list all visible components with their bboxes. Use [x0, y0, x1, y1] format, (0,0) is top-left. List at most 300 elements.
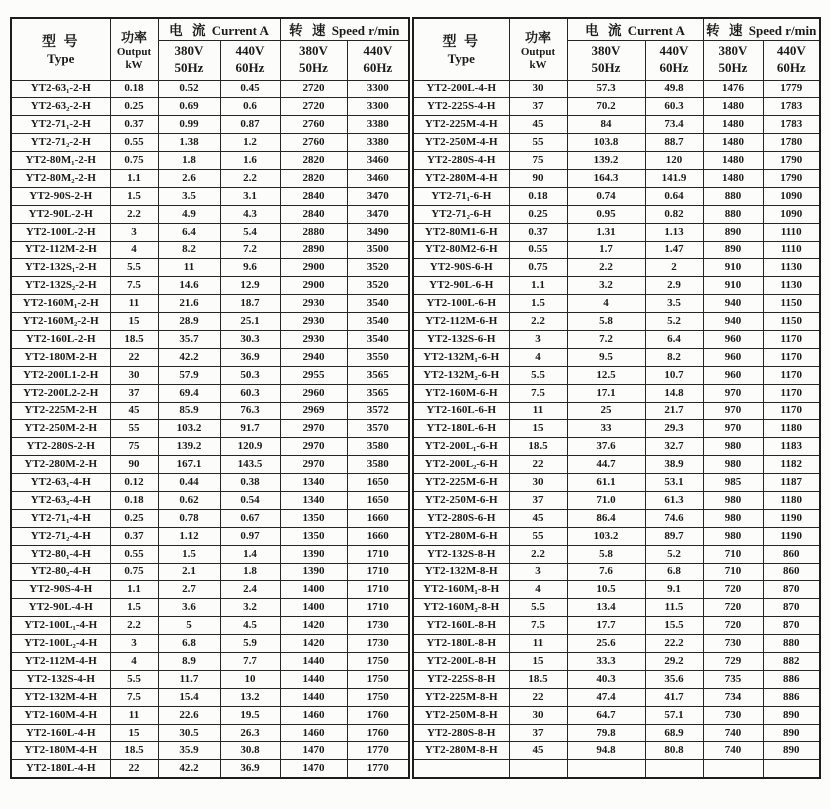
output-kw-cell: 18.5 — [509, 670, 567, 688]
speed-440v-cell: 1130 — [763, 277, 820, 295]
table-row — [413, 187, 820, 205]
table-row — [413, 742, 820, 760]
current-440v-cell: 2.4 — [220, 581, 280, 599]
model-type-cell: YT2-225M-6-H — [413, 474, 509, 492]
output-kw-cell: 30 — [509, 474, 567, 492]
current-380v-cell: 7.6 — [567, 563, 645, 581]
table-row — [11, 330, 409, 348]
model-type-cell: YT2-132M-8-H — [413, 563, 509, 581]
output-kw-cell: 30 — [509, 706, 567, 724]
motor-spec-table-right — [412, 17, 821, 779]
output-kw-cell: 0.25 — [110, 509, 158, 527]
current-380v-cell: 103.2 — [567, 527, 645, 545]
output-kw-cell: 0.75 — [110, 152, 158, 170]
model-type-cell: YT2-200L1-2-H — [11, 366, 110, 384]
current-380v-cell: 57.3 — [567, 80, 645, 98]
speed-380v-cell: 1420 — [280, 635, 347, 653]
speed-440v-cell: 3540 — [347, 295, 409, 313]
speed-380v-cell: 980 — [703, 438, 763, 456]
volt-440-label: 440V — [776, 43, 806, 59]
output-kw-cell: 37 — [509, 98, 567, 116]
volt-440-label: 440V — [235, 43, 265, 59]
current-440v-cell: 0.67 — [220, 509, 280, 527]
table-row — [11, 456, 409, 474]
speed-440v-cell: 3565 — [347, 384, 409, 402]
model-type-cell: YT2-180L-8-H — [413, 635, 509, 653]
current-440v-cell: 2 — [645, 259, 703, 277]
volt-380-label: 380V — [591, 43, 621, 59]
speed-380v-cell: 1400 — [280, 599, 347, 617]
speed-380v-cell: 2820 — [280, 169, 347, 187]
header-speed-380v — [703, 40, 763, 80]
table-row — [413, 366, 820, 384]
output-kw-cell: 22 — [509, 456, 567, 474]
output-kw-cell: 5.5 — [509, 599, 567, 617]
model-type-cell: YT2-180M-2-H — [11, 348, 110, 366]
speed-380v-cell: 720 — [703, 581, 763, 599]
volt-440-label: 440V — [659, 43, 689, 59]
speed-380v-cell: 1480 — [703, 152, 763, 170]
current-440v-cell: 53.1 — [645, 474, 703, 492]
output-kw-cell: 3 — [509, 563, 567, 581]
speed-380v-cell: 910 — [703, 259, 763, 277]
table-row — [11, 116, 409, 134]
speed-380v-cell: 2720 — [280, 98, 347, 116]
current-380v-cell: 44.7 — [567, 456, 645, 474]
model-type-cell: YT2-280S-2-H — [11, 438, 110, 456]
table-row — [413, 545, 820, 563]
model-type-cell: YT2-90L-4-H — [11, 599, 110, 617]
speed-380v-cell: 2840 — [280, 205, 347, 223]
model-type-cell: YT2-280M-6-H — [413, 527, 509, 545]
speed-440v-cell: 870 — [763, 599, 820, 617]
model-type-cell: YT2-63₂-2-H — [11, 98, 110, 116]
table-row — [413, 491, 820, 509]
current-380v-cell: 8.2 — [158, 241, 220, 259]
header-type — [413, 18, 509, 80]
speed-380v-cell: 880 — [703, 187, 763, 205]
table-row — [11, 563, 409, 581]
current-380v-cell: 85.9 — [158, 402, 220, 420]
current-380v-cell: 10.5 — [567, 581, 645, 599]
table-row — [413, 80, 820, 98]
table-row — [413, 456, 820, 474]
table-row — [11, 527, 409, 545]
current-380v-cell: 12.5 — [567, 366, 645, 384]
current-440v-cell: 41.7 — [645, 688, 703, 706]
model-type-cell: YT2-160L-2-H — [11, 330, 110, 348]
table-row — [11, 169, 409, 187]
current-440v-cell: 1.2 — [220, 134, 280, 152]
table-row — [11, 670, 409, 688]
model-type-cell: YT2-280M-4-H — [413, 169, 509, 187]
speed-440v-cell: 3580 — [347, 438, 409, 456]
header-current-440v — [645, 40, 703, 80]
speed-440v-cell: 1170 — [763, 330, 820, 348]
model-type-cell: YT2-80₂-4-H — [11, 563, 110, 581]
model-type-cell: YT2-112M-4-H — [11, 653, 110, 671]
current-380v-cell: 139.2 — [158, 438, 220, 456]
speed-440v-cell: 1710 — [347, 599, 409, 617]
speed-440v-cell: 1710 — [347, 563, 409, 581]
speed-440v-cell: 3300 — [347, 98, 409, 116]
speed-380v-cell — [703, 760, 763, 778]
output-kw-cell: 0.12 — [110, 474, 158, 492]
model-type-cell: YT2-160L-4-H — [11, 724, 110, 742]
speed-440v-cell: 1150 — [763, 313, 820, 331]
table-row — [11, 420, 409, 438]
table-row — [11, 635, 409, 653]
output-kw-cell: 5.5 — [110, 259, 158, 277]
current-440v-cell: 36.9 — [220, 348, 280, 366]
current-380v-cell: 0.95 — [567, 205, 645, 223]
speed-380v-cell: 740 — [703, 742, 763, 760]
output-kw-cell — [509, 760, 567, 778]
table-header-right — [413, 18, 820, 80]
current-380v-cell: 33 — [567, 420, 645, 438]
table-row — [11, 724, 409, 742]
current-380v-cell: 3.6 — [158, 599, 220, 617]
output-kw-cell: 45 — [509, 116, 567, 134]
table-row — [413, 402, 820, 420]
speed-380v-cell: 710 — [703, 545, 763, 563]
speed-380v-cell: 980 — [703, 456, 763, 474]
current-440v-cell: 89.7 — [645, 527, 703, 545]
table-row — [11, 295, 409, 313]
header-power — [110, 18, 158, 80]
volt-380-label: 380V — [718, 43, 748, 59]
output-kw-cell: 5.5 — [110, 670, 158, 688]
speed-380v-cell: 890 — [703, 223, 763, 241]
output-kw-cell: 7.5 — [110, 277, 158, 295]
table-row — [413, 617, 820, 635]
speed-440v-cell: 3550 — [347, 348, 409, 366]
table-row — [11, 134, 409, 152]
current-440v-cell — [645, 760, 703, 778]
output-kw-cell: 4 — [509, 581, 567, 599]
current-380v-cell: 42.2 — [158, 348, 220, 366]
current-440v-cell: 0.97 — [220, 527, 280, 545]
output-kw-cell: 37 — [110, 384, 158, 402]
speed-440v-cell: 1110 — [763, 223, 820, 241]
current-380v-cell: 1.31 — [567, 223, 645, 241]
current-380v-cell: 8.9 — [158, 653, 220, 671]
table-row — [11, 581, 409, 599]
speed-440v-cell: 860 — [763, 563, 820, 581]
speed-380v-cell: 740 — [703, 724, 763, 742]
current-440v-cell: 6.8 — [645, 563, 703, 581]
freq-60-label: 60Hz — [235, 60, 265, 75]
output-kw-cell: 45 — [110, 402, 158, 420]
current-440v-cell: 57.1 — [645, 706, 703, 724]
output-kw-cell: 45 — [509, 509, 567, 527]
speed-380v-cell: 1350 — [280, 527, 347, 545]
output-kw-cell: 11 — [110, 295, 158, 313]
speed-380v-cell: 2760 — [280, 116, 347, 134]
current-380v-cell: 17.7 — [567, 617, 645, 635]
table-row — [413, 706, 820, 724]
model-type-cell: YT2-90L-6-H — [413, 277, 509, 295]
header-current-380v — [158, 40, 220, 80]
speed-380v-cell: 1340 — [280, 491, 347, 509]
current-440v-cell: 13.2 — [220, 688, 280, 706]
speed-380v-cell: 2969 — [280, 402, 347, 420]
table-row — [413, 384, 820, 402]
current-440v-cell: 73.4 — [645, 116, 703, 134]
current-380v-cell: 61.1 — [567, 474, 645, 492]
speed-440v-cell: 882 — [763, 653, 820, 671]
header-type-en-label: Type — [447, 51, 475, 67]
current-380v-cell: 22.6 — [158, 706, 220, 724]
current-380v-cell: 7.2 — [567, 330, 645, 348]
speed-380v-cell: 1420 — [280, 617, 347, 635]
model-type-cell: YT2-160M-4-H — [11, 706, 110, 724]
speed-380v-cell: 2900 — [280, 259, 347, 277]
current-380v-cell: 0.44 — [158, 474, 220, 492]
current-440v-cell: 29.2 — [645, 653, 703, 671]
speed-380v-cell: 960 — [703, 366, 763, 384]
speed-440v-cell: 1710 — [347, 581, 409, 599]
output-kw-cell: 4 — [110, 241, 158, 259]
header-speed-440v — [763, 40, 820, 80]
current-380v-cell: 3.2 — [567, 277, 645, 295]
model-type-cell — [413, 760, 509, 778]
freq-50-label: 50Hz — [174, 60, 204, 75]
header-current-group — [158, 18, 280, 40]
output-kw-cell: 55 — [110, 420, 158, 438]
output-kw-cell: 0.18 — [110, 491, 158, 509]
speed-380v-cell: 1480 — [703, 134, 763, 152]
speed-380v-cell: 720 — [703, 599, 763, 617]
table-row — [11, 509, 409, 527]
current-440v-cell: 9.6 — [220, 259, 280, 277]
table-row — [413, 670, 820, 688]
table-row — [413, 116, 820, 134]
model-type-cell: YT2-71₂-4-H — [11, 527, 110, 545]
table-row — [413, 277, 820, 295]
speed-380v-cell: 2900 — [280, 277, 347, 295]
speed-440v-cell: 1790 — [763, 169, 820, 187]
table-row — [11, 152, 409, 170]
current-440v-cell: 11.5 — [645, 599, 703, 617]
output-kw-cell: 15 — [509, 653, 567, 671]
speed-440v-cell: 3380 — [347, 134, 409, 152]
output-kw-cell: 0.55 — [110, 134, 158, 152]
current-440v-cell: 6.4 — [645, 330, 703, 348]
speed-380v-cell: 1460 — [280, 706, 347, 724]
header-power — [509, 18, 567, 80]
output-kw-cell: 18.5 — [110, 330, 158, 348]
model-type-cell: YT2-160M-6-H — [413, 384, 509, 402]
model-type-cell: YT2-160M₁-2-H — [11, 295, 110, 313]
header-power-en-label: Output — [116, 46, 152, 59]
current-440v-cell: 120 — [645, 152, 703, 170]
model-type-cell: YT2-63₂-4-H — [11, 491, 110, 509]
header-speed-cn-label: 转 速 — [289, 23, 329, 39]
table-row — [413, 635, 820, 653]
freq-60-label: 60Hz — [659, 60, 689, 75]
table-row — [413, 581, 820, 599]
model-type-cell: YT2-90S-2-H — [11, 187, 110, 205]
model-type-cell: YT2-90S-6-H — [413, 259, 509, 277]
table-row — [11, 313, 409, 331]
current-440v-cell: 2.9 — [645, 277, 703, 295]
volt-380-label: 380V — [174, 43, 204, 59]
current-380v-cell: 1.5 — [158, 545, 220, 563]
output-kw-cell: 0.18 — [509, 187, 567, 205]
table-row — [11, 348, 409, 366]
model-type-cell: YT2-280S-8-H — [413, 724, 509, 742]
speed-380v-cell: 2760 — [280, 134, 347, 152]
speed-440v-cell: 1730 — [347, 617, 409, 635]
current-440v-cell: 49.8 — [645, 80, 703, 98]
model-type-cell: YT2-132S₁-2-H — [11, 259, 110, 277]
current-440v-cell: 1.8 — [220, 563, 280, 581]
speed-440v-cell: 1150 — [763, 295, 820, 313]
model-type-cell: YT2-200L₁-6-H — [413, 438, 509, 456]
current-440v-cell: 0.45 — [220, 80, 280, 98]
model-type-cell: YT2-100L₁-4-H — [11, 617, 110, 635]
table-row — [413, 438, 820, 456]
speed-380v-cell: 1400 — [280, 581, 347, 599]
current-380v-cell: 0.69 — [158, 98, 220, 116]
speed-440v-cell: 3580 — [347, 456, 409, 474]
current-380v-cell: 1.12 — [158, 527, 220, 545]
current-380v-cell: 5 — [158, 617, 220, 635]
header-current-cn-label: 电 流 — [585, 23, 625, 39]
model-type-cell: YT2-180L-4-H — [11, 760, 110, 778]
current-380v-cell: 9.5 — [567, 348, 645, 366]
speed-440v-cell: 1187 — [763, 474, 820, 492]
output-kw-cell: 30 — [110, 366, 158, 384]
header-speed-en-label: Speed r/min — [748, 23, 817, 39]
model-type-cell: YT2-112M-6-H — [413, 313, 509, 331]
current-380v-cell: 37.6 — [567, 438, 645, 456]
current-440v-cell: 29.3 — [645, 420, 703, 438]
current-440v-cell: 36.9 — [220, 760, 280, 778]
current-380v-cell: 57.9 — [158, 366, 220, 384]
table-row — [413, 527, 820, 545]
current-380v-cell — [567, 760, 645, 778]
speed-380v-cell: 2970 — [280, 456, 347, 474]
speed-440v-cell: 1180 — [763, 491, 820, 509]
freq-60-label: 60Hz — [776, 60, 806, 75]
model-type-cell: YT2-71₁-6-H — [413, 187, 509, 205]
table-row — [11, 259, 409, 277]
header-current-group — [567, 18, 703, 40]
output-kw-cell: 15 — [110, 313, 158, 331]
output-kw-cell: 3 — [509, 330, 567, 348]
speed-440v-cell: 3470 — [347, 205, 409, 223]
freq-50-label: 50Hz — [299, 60, 328, 75]
current-440v-cell: 3.2 — [220, 599, 280, 617]
speed-440v-cell: 860 — [763, 545, 820, 563]
current-440v-cell: 3.5 — [645, 295, 703, 313]
header-speed-en-label: Speed r/min — [331, 23, 400, 39]
table-row — [11, 402, 409, 420]
model-type-cell: YT2-250M-6-H — [413, 491, 509, 509]
current-380v-cell: 0.62 — [158, 491, 220, 509]
model-type-cell: YT2-71₁-2-H — [11, 116, 110, 134]
current-440v-cell: 91.7 — [220, 420, 280, 438]
motor-spec-table-left — [10, 17, 410, 779]
current-440v-cell: 0.54 — [220, 491, 280, 509]
speed-440v-cell: 870 — [763, 581, 820, 599]
header-power-unit-label: kW — [125, 58, 143, 71]
output-kw-cell: 90 — [509, 169, 567, 187]
current-440v-cell: 15.5 — [645, 617, 703, 635]
model-type-cell: YT2-80M2-6-H — [413, 241, 509, 259]
speed-440v-cell: 1170 — [763, 366, 820, 384]
current-380v-cell: 64.7 — [567, 706, 645, 724]
current-440v-cell: 1.13 — [645, 223, 703, 241]
output-kw-cell: 0.18 — [110, 80, 158, 98]
speed-380v-cell: 960 — [703, 330, 763, 348]
speed-380v-cell: 2820 — [280, 152, 347, 170]
speed-380v-cell: 2955 — [280, 366, 347, 384]
current-380v-cell: 5.8 — [567, 313, 645, 331]
output-kw-cell: 0.25 — [110, 98, 158, 116]
current-440v-cell: 32.7 — [645, 438, 703, 456]
output-kw-cell: 2.2 — [509, 313, 567, 331]
speed-440v-cell: 1170 — [763, 348, 820, 366]
header-speed-cn-label: 转 速 — [706, 23, 746, 39]
output-kw-cell: 75 — [110, 438, 158, 456]
model-type-cell: YT2-80M₂-2-H — [11, 169, 110, 187]
table-header-left — [11, 18, 409, 80]
current-380v-cell: 0.99 — [158, 116, 220, 134]
table-row — [11, 491, 409, 509]
model-type-cell: YT2-132S-6-H — [413, 330, 509, 348]
model-type-cell: YT2-80₁-4-H — [11, 545, 110, 563]
output-kw-cell: 7.5 — [509, 617, 567, 635]
header-current-440v — [220, 40, 280, 80]
output-kw-cell: 0.37 — [509, 223, 567, 241]
current-380v-cell: 47.4 — [567, 688, 645, 706]
current-380v-cell: 103.8 — [567, 134, 645, 152]
speed-380v-cell: 890 — [703, 241, 763, 259]
speed-380v-cell: 1350 — [280, 509, 347, 527]
current-440v-cell: 0.38 — [220, 474, 280, 492]
header-speed-380v — [280, 40, 347, 80]
current-440v-cell: 0.82 — [645, 205, 703, 223]
current-380v-cell: 14.6 — [158, 277, 220, 295]
output-kw-cell: 1.5 — [110, 599, 158, 617]
current-440v-cell: 30.8 — [220, 742, 280, 760]
speed-440v-cell: 1760 — [347, 724, 409, 742]
speed-440v-cell: 1710 — [347, 545, 409, 563]
table-row — [413, 688, 820, 706]
current-440v-cell: 0.6 — [220, 98, 280, 116]
speed-440v-cell: 1730 — [347, 635, 409, 653]
output-kw-cell: 5.5 — [509, 366, 567, 384]
speed-440v-cell: 1090 — [763, 187, 820, 205]
model-type-cell: YT2-200L-8-H — [413, 653, 509, 671]
speed-440v-cell: 1090 — [763, 205, 820, 223]
header-current-cn-label: 电 流 — [169, 23, 209, 39]
speed-440v-cell: 1750 — [347, 670, 409, 688]
model-type-cell: YT2-160M₂-2-H — [11, 313, 110, 331]
model-type-cell: YT2-225M-8-H — [413, 688, 509, 706]
current-440v-cell: 7.7 — [220, 653, 280, 671]
current-380v-cell: 11.7 — [158, 670, 220, 688]
speed-380v-cell: 1390 — [280, 563, 347, 581]
speed-380v-cell: 1480 — [703, 116, 763, 134]
speed-380v-cell: 2970 — [280, 420, 347, 438]
table-row — [11, 545, 409, 563]
speed-380v-cell: 1460 — [280, 724, 347, 742]
model-type-cell: YT2-250M-8-H — [413, 706, 509, 724]
